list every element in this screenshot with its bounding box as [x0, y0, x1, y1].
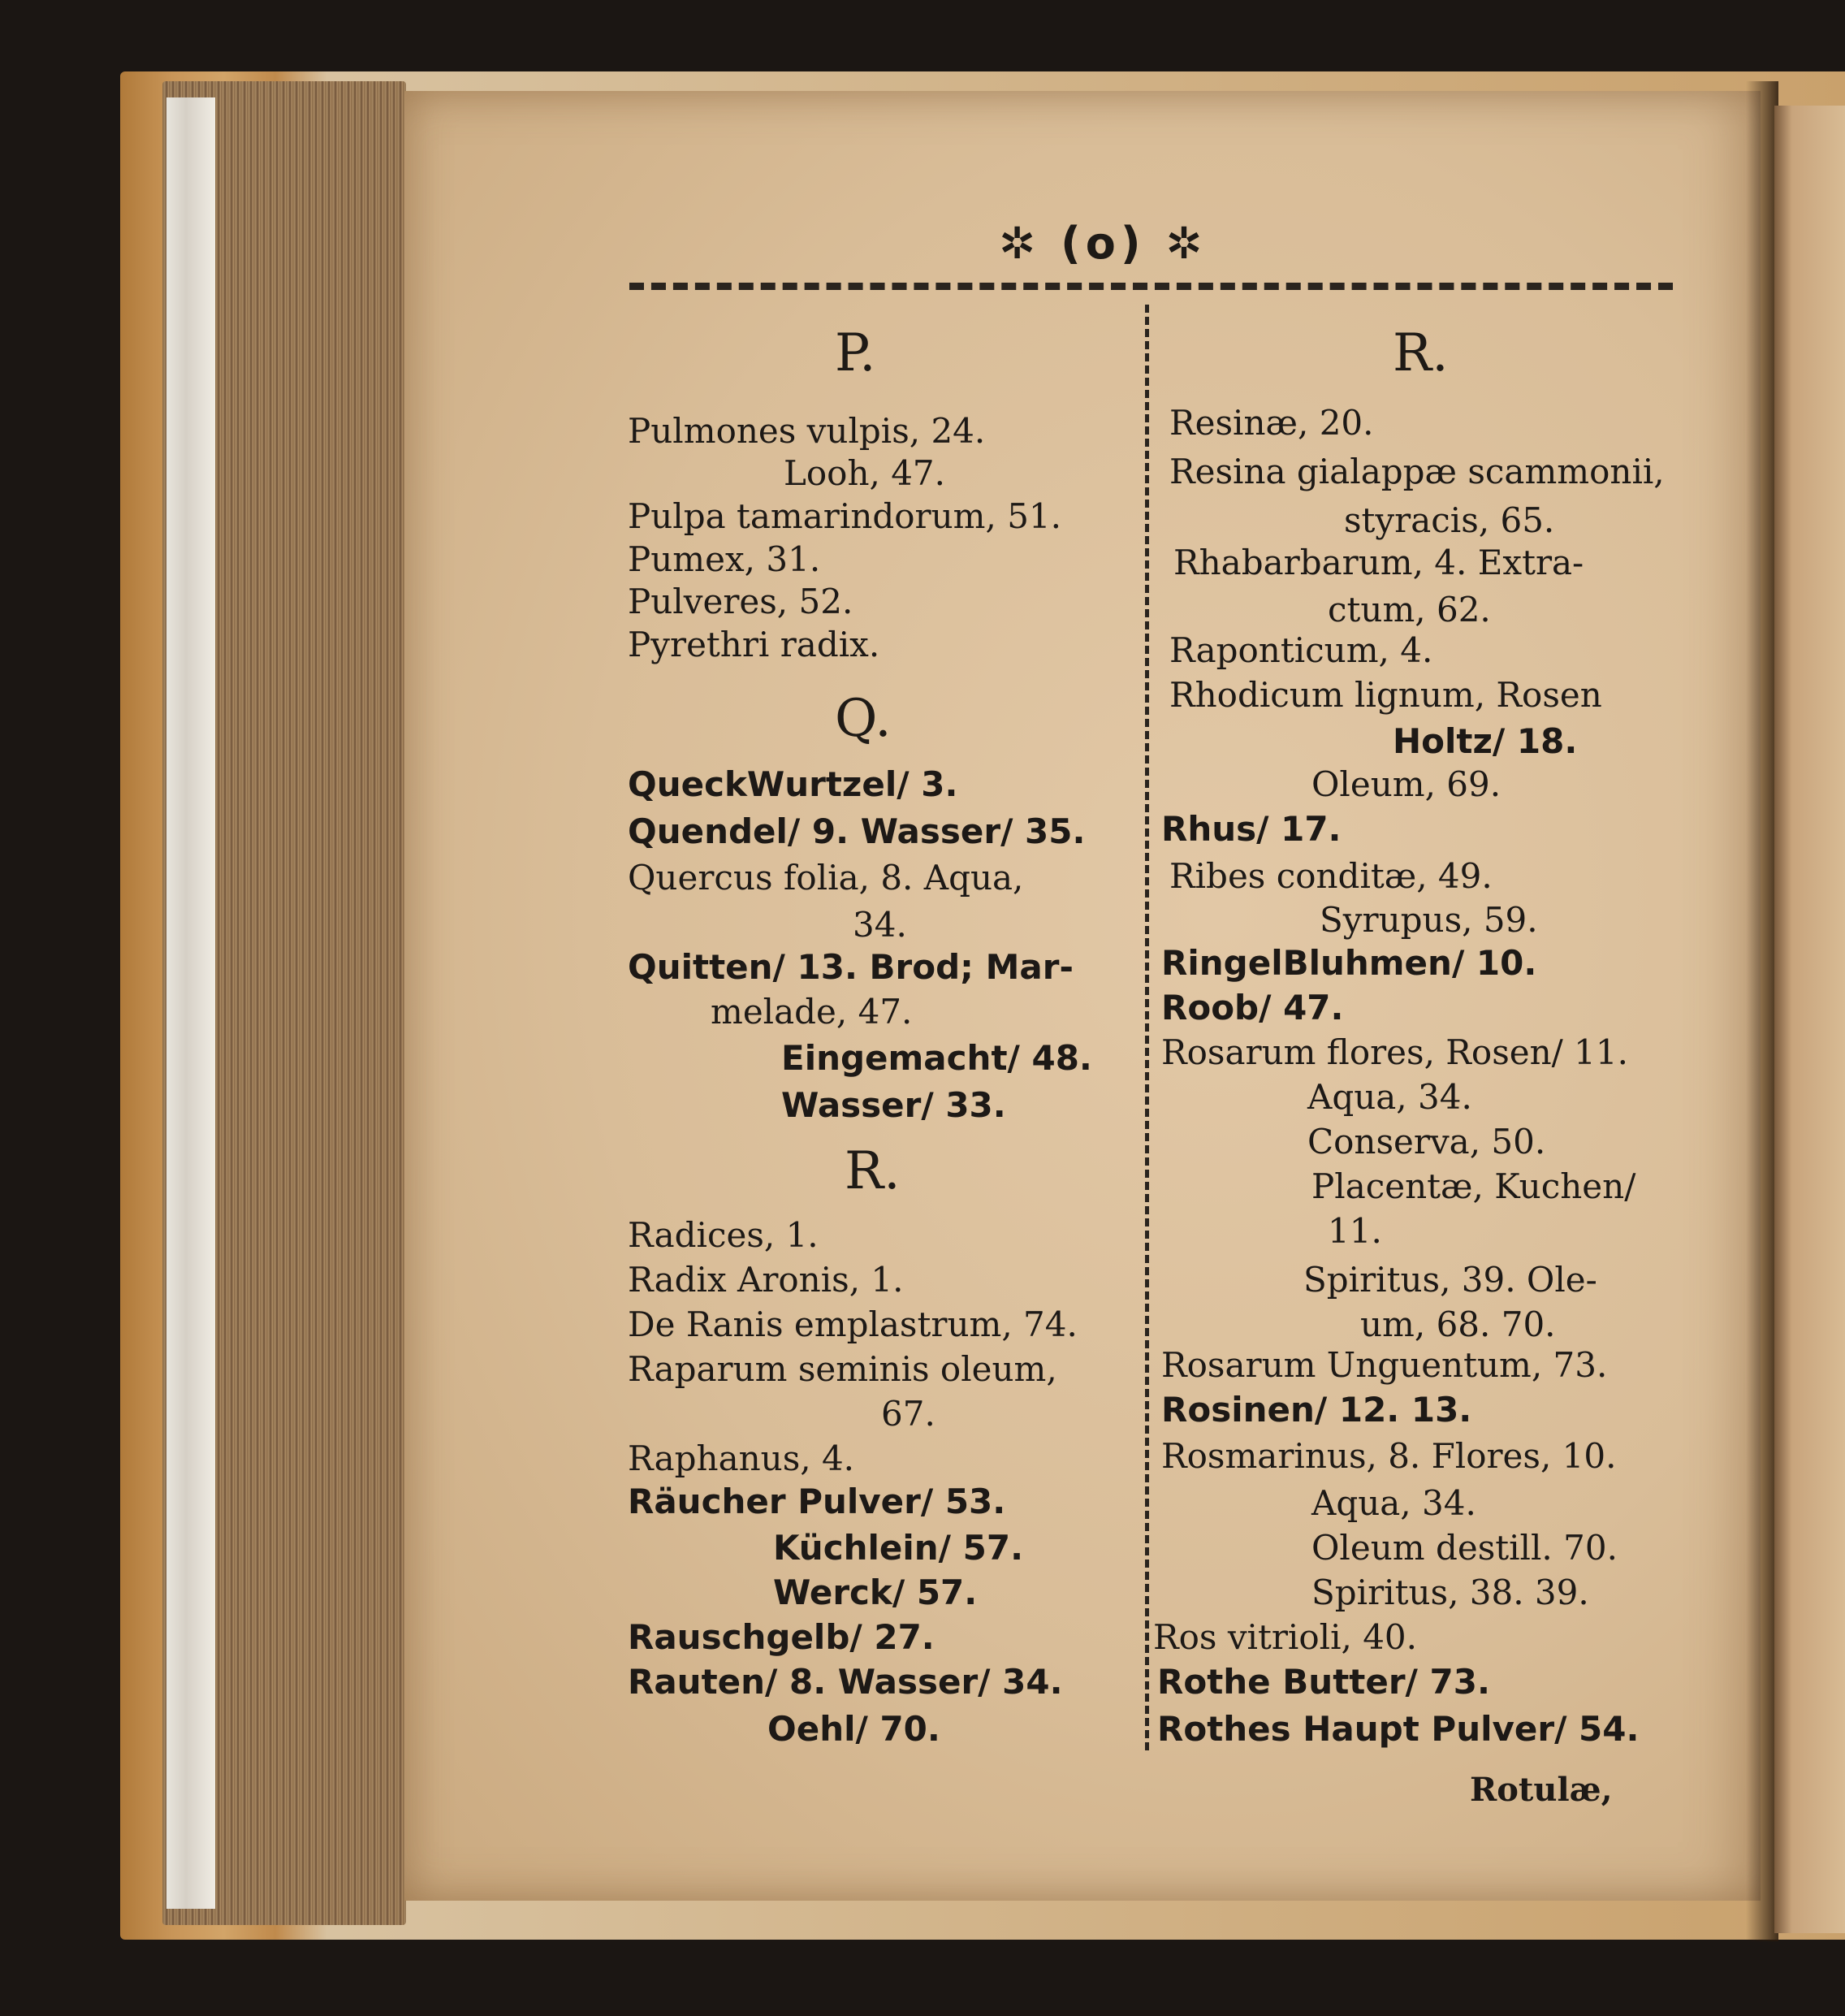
entry-line: QueckWurtzel/ 3.	[628, 764, 958, 804]
entry-line: Resina gialappæ scammonii,	[1169, 452, 1665, 491]
entry-line: Räucher Pulver/ 53.	[628, 1482, 1006, 1521]
entry-line: Spiritus, 38. 39.	[1311, 1573, 1589, 1612]
entry-line: Rhabarbarum, 4. Extra-	[1173, 543, 1584, 582]
entry-line: De Ranis emplastrum, 74.	[628, 1304, 1078, 1344]
entry-line: Conserva, 50.	[1307, 1122, 1546, 1162]
entry-line: Oehl/ 70.	[767, 1709, 940, 1749]
entry-line: Rosinen/ 12. 13.	[1161, 1390, 1472, 1430]
endpaper-edge	[166, 97, 215, 1909]
page-header	[999, 218, 1208, 269]
entry-line: Quendel/ 9. Wasser/ 35.	[628, 811, 1086, 851]
entry-line: Oleum, 69.	[1311, 764, 1501, 804]
entry-line: Rhus/ 17.	[1161, 809, 1342, 849]
header-text: (o)	[1061, 218, 1146, 269]
entry-line: Pulmones vulpis, 24.	[628, 411, 986, 451]
entry-line: ctum, 62.	[1328, 590, 1491, 629]
entry-line: Resinæ, 20.	[1169, 403, 1374, 443]
section-letter-q: Q.	[835, 689, 892, 749]
entry-line: Küchlein/ 57.	[773, 1528, 1024, 1568]
entry-line: 67.	[881, 1394, 935, 1434]
entry-line: Oleum destill. 70.	[1311, 1528, 1618, 1568]
entry-line: Spiritus, 39. Ole-	[1303, 1260, 1597, 1300]
gutter-shadow	[1746, 81, 1778, 1941]
entry-line: Holtz/ 18.	[1393, 721, 1578, 761]
entry-line: Rauschgelb/ 27.	[628, 1617, 935, 1657]
entry-line: Pulpa tamarindorum, 51.	[628, 496, 1061, 536]
column-divider	[1145, 305, 1149, 1750]
entry-line: RingelBluhmen/ 10.	[1161, 943, 1537, 983]
entry-line: Pulveres, 52.	[628, 582, 853, 621]
entry-line: Raparum seminis oleum,	[628, 1349, 1057, 1389]
entry-line: Aqua, 34.	[1311, 1483, 1476, 1523]
catchword: Rotulæ,	[1470, 1771, 1613, 1809]
entry-line: um, 68. 70.	[1360, 1304, 1556, 1344]
section-letter-p: P.	[835, 323, 876, 383]
facing-page-edge	[1774, 106, 1845, 1933]
entry-line: melade, 47.	[711, 992, 913, 1032]
header-ornament-right: ✲	[1165, 218, 1208, 269]
entry-line: Wasser/ 33.	[781, 1085, 1006, 1125]
header-rule	[629, 283, 1673, 290]
entry-line: Raponticum, 4.	[1169, 630, 1433, 670]
entry-line: Rosmarinus, 8. Flores, 10.	[1161, 1436, 1617, 1476]
entry-line: Aqua, 34.	[1307, 1077, 1472, 1117]
entry-line: 11.	[1328, 1211, 1382, 1251]
section-letter-r-right: R.	[1393, 323, 1449, 383]
entry-line: Syrupus, 59.	[1320, 900, 1538, 940]
entry-line: Quercus folia, 8. Aqua,	[628, 858, 1024, 898]
entry-line: Rosarum Unguentum, 73.	[1161, 1345, 1608, 1385]
header-ornament-left: ✲	[999, 218, 1041, 269]
entry-line: Pyrethri radix.	[628, 625, 880, 664]
entry-line: Rothe Butter/ 73.	[1157, 1662, 1490, 1702]
entry-line: Radices, 1.	[628, 1215, 819, 1255]
entry-line: Quitten/ 13. Brod; Mar-	[628, 947, 1074, 987]
entry-line: Rothes Haupt Pulver/ 54.	[1157, 1709, 1640, 1749]
entry-line: styracis, 65.	[1344, 500, 1555, 540]
entry-line: Ros vitrioli, 40.	[1153, 1617, 1418, 1657]
book-page	[404, 91, 1761, 1901]
entry-line: 34.	[853, 905, 907, 945]
entry-line: Ribes conditæ, 49.	[1169, 856, 1493, 896]
entry-line: Looh, 47.	[784, 453, 946, 493]
entry-line: Werck/ 57.	[773, 1573, 978, 1612]
entry-line: Raphanus, 4.	[628, 1438, 855, 1478]
entry-line: Radix Aronis, 1.	[628, 1260, 904, 1300]
entry-line: Roob/ 47.	[1161, 988, 1344, 1027]
entry-line: Eingemacht/ 48.	[781, 1038, 1092, 1078]
entry-line: Rosarum flores, Rosen/ 11.	[1161, 1032, 1628, 1072]
entry-line: Rhodicum lignum, Rosen	[1169, 675, 1602, 715]
entry-line: Pumex, 31.	[628, 539, 821, 579]
entry-line: Rauten/ 8. Wasser/ 34.	[628, 1662, 1063, 1702]
entry-line: Placentæ, Kuchen/	[1311, 1166, 1636, 1206]
section-letter-r: R.	[845, 1141, 901, 1201]
